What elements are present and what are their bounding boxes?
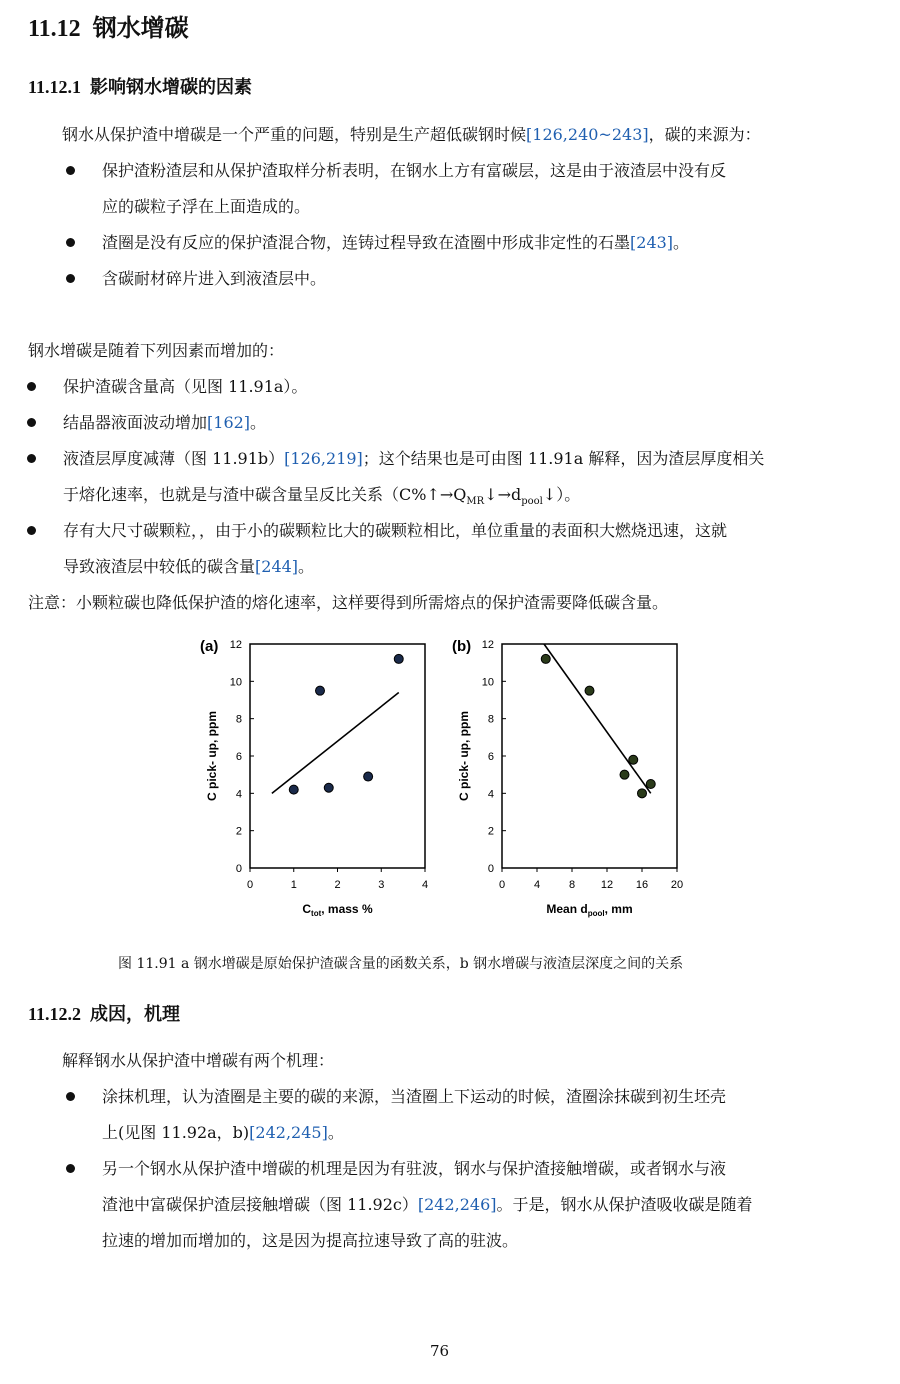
data-point bbox=[646, 780, 655, 789]
citation: [126,240~243] bbox=[526, 125, 649, 144]
y-tick-label: 10 bbox=[229, 676, 242, 689]
y-tick-label: 6 bbox=[235, 751, 242, 763]
data-point bbox=[638, 789, 647, 798]
mechanism-line: 另一个钢水从保护渣中增碳的机理是因为有驻波，钢水与保护渣接触增碳，或者钢水与液 bbox=[102, 1159, 727, 1178]
x-tick-label: 4 bbox=[421, 879, 429, 891]
y-tick-label: 6 bbox=[487, 751, 494, 763]
x-tick-label: 16 bbox=[635, 879, 649, 891]
bullet-dot bbox=[66, 1092, 75, 1101]
factor-text: ↓）。 bbox=[542, 485, 581, 504]
factor-text: 存有大尺寸碳颗粒，，由于小的碳颗粒比大的碳颗粒相比，单位重量的表面积大燃烧迅速，这就 bbox=[63, 521, 728, 540]
bullet-dot bbox=[66, 274, 75, 283]
bullet-dot bbox=[27, 382, 36, 391]
x-tick-label: 4 bbox=[533, 879, 541, 891]
x-tick-label: 0 bbox=[498, 879, 506, 891]
bullet-line: 应的碳粒子浮在上面造成的。 bbox=[102, 197, 311, 216]
bullet-text: 含碳耐材碎片进入到液渣层中。 bbox=[102, 269, 327, 288]
chart-b bbox=[452, 638, 683, 918]
factor-text: 液渣层厚度减薄（图 11.91b） bbox=[63, 449, 285, 468]
section-heading bbox=[28, 8, 189, 43]
data-point bbox=[324, 783, 333, 792]
chart-a bbox=[200, 638, 428, 918]
x-tick-label: 1 bbox=[290, 879, 297, 891]
y-tick-label: 8 bbox=[235, 713, 242, 726]
section-title: 钢水增碳 bbox=[92, 16, 189, 42]
subsection-number: 11.12.2 bbox=[28, 1004, 82, 1024]
y-tick-label: 0 bbox=[487, 863, 494, 875]
x-tick-label: 12 bbox=[600, 879, 614, 891]
mechanism-line: 上(见图 11.92a，b) bbox=[102, 1123, 250, 1142]
x-tick-label: 20 bbox=[670, 879, 684, 891]
y-tick-label: 2 bbox=[487, 825, 494, 838]
bullet-dot bbox=[66, 1164, 75, 1173]
subscript: MR bbox=[466, 496, 485, 508]
data-point bbox=[541, 654, 550, 663]
subsection-number: 11.12.1 bbox=[28, 77, 82, 97]
bullet-text: 渣圈是没有反应的保护渣混合物，连铸过程导致在渣圈中形成非定性的石墨 bbox=[102, 233, 631, 252]
data-point bbox=[289, 785, 298, 794]
y-tick-label: 12 bbox=[481, 639, 494, 651]
factor-item bbox=[63, 441, 764, 520]
y-tick-label: 4 bbox=[235, 788, 242, 801]
citation: [126,219] bbox=[284, 449, 363, 468]
mechanism-line: 。于是，钢水从保护渣吸收碳是随着 bbox=[496, 1195, 753, 1214]
data-point bbox=[364, 772, 373, 781]
trend-line bbox=[544, 644, 651, 793]
bullet-tail: 。 bbox=[673, 233, 690, 252]
subscript: pool bbox=[521, 496, 543, 508]
panel-label: (b) bbox=[452, 638, 472, 655]
plot-frame bbox=[250, 644, 425, 868]
trend-line bbox=[272, 693, 399, 794]
mechanism-line: 拉速的增加而增加的，这是因为提高拉速导致了高的驻波。 bbox=[102, 1231, 519, 1250]
data-point bbox=[629, 755, 638, 764]
factor-text: ↓→d bbox=[484, 485, 522, 504]
citation: [162] bbox=[207, 413, 251, 432]
x-axis-label: Mean $d_{pool}$, mm bbox=[546, 902, 633, 918]
citation: [243] bbox=[630, 233, 674, 252]
data-point bbox=[316, 686, 325, 695]
section-number: 11.12 bbox=[28, 16, 81, 42]
bullet-dot bbox=[66, 238, 75, 247]
bullet-item bbox=[102, 261, 326, 297]
x-tick-label: 0 bbox=[246, 879, 254, 891]
y-axis-label: C pick- up, ppm bbox=[457, 711, 471, 801]
factor-item bbox=[63, 513, 727, 585]
y-tick-label: 2 bbox=[235, 825, 242, 838]
mechanism-tail: 。 bbox=[327, 1123, 344, 1142]
subsection-title: 成因，机理 bbox=[90, 1004, 181, 1024]
y-tick-label: 8 bbox=[487, 713, 494, 726]
intro-tail: ，碳的来源为： bbox=[648, 125, 761, 144]
mechanism-intro: 解释钢水从保护渣中增碳有两个机理： bbox=[62, 1051, 335, 1070]
factor-tail: ；这个结果也是可由图 11.91a 解释，因为渣层厚度相关 bbox=[362, 449, 765, 468]
mechanism-item bbox=[102, 1151, 753, 1259]
page-number: 76 bbox=[430, 1342, 450, 1360]
figure-caption: 图 11.91 a 钢水增碳是原始保护渣碳含量的函数关系，b 钢水增碳与液渣层深度之间的关系 bbox=[118, 956, 684, 972]
note-paragraph: 注意：小颗粒碳也降低保护渣的熔化速率，这样要得到所需熔点的保护渣需要降低碳含量。 bbox=[28, 593, 669, 612]
y-tick-label: 12 bbox=[229, 639, 242, 651]
plot-frame bbox=[502, 644, 677, 868]
citation: [242,246] bbox=[417, 1195, 497, 1214]
bullet-line: 保护渣粉渣层和从保护渣取样分析表明，在钢水上方有富碳层，这是由于液渣层中没有反 bbox=[102, 161, 727, 180]
factor-text: 保护渣碳含量高（见图 11.91a）。 bbox=[63, 377, 308, 396]
citation: [242,245] bbox=[249, 1123, 328, 1142]
intro-text: 钢水从保护渣中增碳是一个严重的问题，特别是生产超低碳钢时候 bbox=[62, 125, 527, 144]
x-tick-label: 2 bbox=[334, 879, 341, 891]
bullet-dot bbox=[27, 418, 36, 427]
bullet-dot bbox=[66, 166, 75, 175]
bullet-item bbox=[102, 225, 689, 261]
figure-charts bbox=[190, 630, 700, 920]
subsection-title: 影响钢水增碳的因素 bbox=[90, 77, 253, 97]
x-tick-label: 3 bbox=[378, 879, 385, 891]
data-point bbox=[394, 654, 403, 663]
mechanism-line: 渣池中富碳保护渣层接触增碳（图 11.92c） bbox=[102, 1195, 418, 1214]
x-tick-label: 8 bbox=[568, 879, 576, 891]
factor-tail: 。 bbox=[298, 557, 315, 576]
data-point bbox=[620, 770, 629, 779]
mechanism-line: 涂抹机理，认为渣圈是主要的碳的来源，当渣圈上下运动的时候，渣圈涂抹碳到初生坯壳 bbox=[102, 1087, 727, 1106]
factor-tail: 。 bbox=[250, 413, 267, 432]
x-axis-label: $C_{tot}$, mass % bbox=[302, 902, 373, 918]
panel-label: (a) bbox=[200, 638, 219, 655]
data-point bbox=[585, 686, 594, 695]
factor-item bbox=[63, 405, 266, 441]
factor-text: 结晶器液面波动增加 bbox=[63, 413, 208, 432]
subsection-heading-2 bbox=[28, 1000, 180, 1026]
y-axis-label: C pick- up, ppm bbox=[205, 711, 219, 801]
intro-paragraph bbox=[62, 117, 761, 153]
y-tick-label: 0 bbox=[235, 863, 242, 875]
y-tick-label: 10 bbox=[481, 676, 494, 689]
subsection-heading-1 bbox=[28, 73, 252, 99]
bullet-dot bbox=[27, 526, 36, 535]
bullet-dot bbox=[27, 454, 36, 463]
bullet-item bbox=[102, 153, 726, 225]
y-tick-label: 4 bbox=[487, 788, 494, 801]
factors-intro: 钢水增碳是随着下列因素而增加的： bbox=[28, 341, 285, 360]
factor-text: 导致液渣层中较低的碳含量 bbox=[63, 557, 256, 576]
citation: [244] bbox=[255, 557, 299, 576]
factor-item bbox=[63, 369, 307, 405]
factor-text: 于熔化速率，也就是与渣中碳含量呈反比关系（C%↑→Q bbox=[63, 485, 467, 504]
mechanism-item bbox=[102, 1079, 726, 1151]
